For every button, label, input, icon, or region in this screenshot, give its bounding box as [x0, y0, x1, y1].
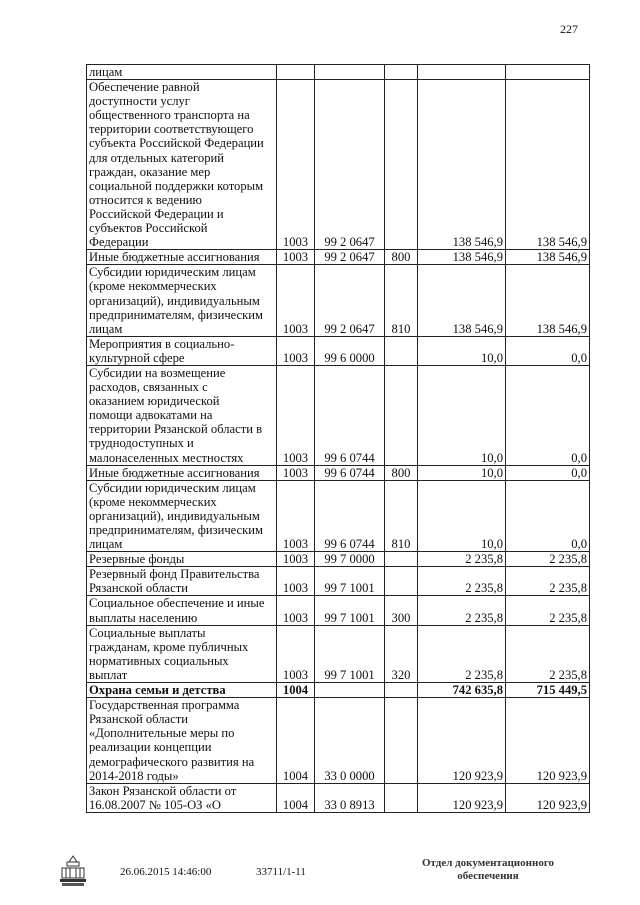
cell-amount-2: 2 235,8 [506, 625, 590, 682]
cell-expense-type [385, 567, 418, 596]
cell-target-article: 99 2 0647 [315, 250, 385, 265]
cell-section: 1003 [277, 567, 315, 596]
cell-amount-1: 2 235,8 [418, 552, 506, 567]
cell-amount-1: 120 923,9 [418, 783, 506, 812]
table-body [87, 65, 590, 813]
cell-amount-1: 10,0 [418, 465, 506, 480]
cell-target-article [315, 65, 385, 80]
table-row [87, 552, 590, 567]
cell-target-article: 99 7 1001 [315, 567, 385, 596]
cell-amount-2: 2 235,8 [506, 596, 590, 625]
cell-amount-2: 0,0 [506, 465, 590, 480]
cell-amount-1: 2 235,8 [418, 567, 506, 596]
cell-amount-2: 120 923,9 [506, 783, 590, 812]
cell-expense-type [385, 65, 418, 80]
cell-amount-2 [506, 65, 590, 80]
cell-expense-type: 810 [385, 265, 418, 336]
cell-amount-2: 138 546,9 [506, 80, 590, 250]
cell-expense-type [385, 698, 418, 784]
cell-name: Мероприятия в социально- культурной сфере [87, 336, 277, 365]
cell-name: Субсидии на возмещение расходов, связанных с оказанием юридической помощи адвокатами на территории Рязанской области в труднодоступных и малонаселенных местностях [87, 365, 277, 465]
emblem-icon [58, 854, 88, 888]
cell-section: 1003 [277, 625, 315, 682]
cell-target-article: 33 0 0000 [315, 698, 385, 784]
table-row [87, 783, 590, 812]
cell-expense-type [385, 365, 418, 465]
cell-amount-1: 10,0 [418, 336, 506, 365]
page-number: 227 [560, 22, 578, 36]
cell-name: Социальное обеспечение и иные выплаты населению [87, 596, 277, 625]
table-row [87, 625, 590, 682]
cell-expense-type: 800 [385, 250, 418, 265]
cell-target-article: 33 0 8913 [315, 783, 385, 812]
cell-name: Резервный фонд Правительства Рязанской области [87, 567, 277, 596]
cell-target-article: 99 6 0000 [315, 336, 385, 365]
cell-expense-type [385, 336, 418, 365]
cell-name: Закон Рязанской области от 16.08.2007 № 105-ОЗ «О [87, 783, 277, 812]
cell-target-article: 99 6 0744 [315, 465, 385, 480]
cell-name: Социальные выплаты гражданам, кроме публичных нормативных социальных выплат [87, 625, 277, 682]
cell-amount-1: 742 635,8 [418, 683, 506, 698]
cell-section: 1003 [277, 365, 315, 465]
cell-name: Субсидии юридическим лицам (кроме некоммерческих организаций), индивидуальным предпринимателям, физическим лицам [87, 265, 277, 336]
cell-name: Субсидии юридическим лицам (кроме некоммерческих организаций), индивидуальным предпринимателям, физическим лицам [87, 480, 277, 551]
cell-amount-2: 2 235,8 [506, 567, 590, 596]
cell-amount-2: 715 449,5 [506, 683, 590, 698]
cell-section [277, 65, 315, 80]
cell-target-article: 99 2 0647 [315, 265, 385, 336]
table-row [87, 365, 590, 465]
cell-expense-type: 800 [385, 465, 418, 480]
table-row [87, 250, 590, 265]
cell-section: 1003 [277, 250, 315, 265]
cell-name: лицам [87, 65, 277, 80]
cell-expense-type [385, 783, 418, 812]
cell-amount-1: 10,0 [418, 365, 506, 465]
footer-department: Отдел документационного обеспечения [421, 857, 555, 882]
cell-amount-1: 2 235,8 [418, 596, 506, 625]
table-row [87, 567, 590, 596]
cell-section: 1003 [277, 480, 315, 551]
cell-amount-1: 138 546,9 [418, 250, 506, 265]
table-row [87, 596, 590, 625]
cell-expense-type: 810 [385, 480, 418, 551]
cell-name: Резервные фонды [87, 552, 277, 567]
table-row [87, 265, 590, 336]
cell-name: Иные бюджетные ассигнования [87, 465, 277, 480]
cell-section: 1003 [277, 80, 315, 250]
table-row [87, 480, 590, 551]
cell-target-article: 99 7 1001 [315, 625, 385, 682]
cell-name: Обеспечение равной доступности услуг общественного транспорта на территории соответствующего субъекта Российской Федерации для отдельных категорий граждан, оказание мер социальной поддержки которым относится к ведению Российской Федерации и субъектов Российской Федерации [87, 80, 277, 250]
cell-name: Охрана семьи и детства [87, 683, 277, 698]
cell-amount-1: 120 923,9 [418, 698, 506, 784]
cell-section: 1004 [277, 683, 315, 698]
cell-amount-1: 10,0 [418, 480, 506, 551]
cell-target-article: 99 7 0000 [315, 552, 385, 567]
cell-section: 1003 [277, 336, 315, 365]
cell-section: 1004 [277, 698, 315, 784]
cell-target-article [315, 683, 385, 698]
cell-expense-type: 300 [385, 596, 418, 625]
cell-section: 1003 [277, 265, 315, 336]
table-row [87, 698, 590, 784]
cell-amount-1: 138 546,9 [418, 80, 506, 250]
table-row [87, 336, 590, 365]
cell-amount-1: 138 546,9 [418, 265, 506, 336]
cell-target-article: 99 6 0744 [315, 480, 385, 551]
footer-datetime: 26.06.2015 14:46:00 [120, 866, 212, 878]
cell-expense-type: 320 [385, 625, 418, 682]
cell-section: 1004 [277, 783, 315, 812]
table-row [87, 683, 590, 698]
budget-table [86, 64, 590, 813]
table-row [87, 80, 590, 250]
cell-target-article: 99 6 0744 [315, 365, 385, 465]
table-row [87, 465, 590, 480]
cell-amount-2: 0,0 [506, 480, 590, 551]
cell-amount-2: 120 923,9 [506, 698, 590, 784]
cell-amount-2: 138 546,9 [506, 265, 590, 336]
cell-section: 1003 [277, 596, 315, 625]
cell-amount-1 [418, 65, 506, 80]
table-row [87, 65, 590, 80]
cell-expense-type [385, 683, 418, 698]
cell-amount-1: 2 235,8 [418, 625, 506, 682]
cell-target-article: 99 7 1001 [315, 596, 385, 625]
cell-section: 1003 [277, 465, 315, 480]
cell-expense-type [385, 80, 418, 250]
cell-name: Иные бюджетные ассигнования [87, 250, 277, 265]
footer-doc-code: 33711/1-11 [256, 866, 306, 878]
cell-amount-2: 0,0 [506, 336, 590, 365]
cell-target-article: 99 2 0647 [315, 80, 385, 250]
cell-expense-type [385, 552, 418, 567]
cell-amount-2: 138 546,9 [506, 250, 590, 265]
cell-name: Государственная программа Рязанской области «Дополнительные меры по реализации концепции демографического развития на 2014-2018 годы» [87, 698, 277, 784]
cell-amount-2: 0,0 [506, 365, 590, 465]
cell-amount-2: 2 235,8 [506, 552, 590, 567]
cell-section: 1003 [277, 552, 315, 567]
